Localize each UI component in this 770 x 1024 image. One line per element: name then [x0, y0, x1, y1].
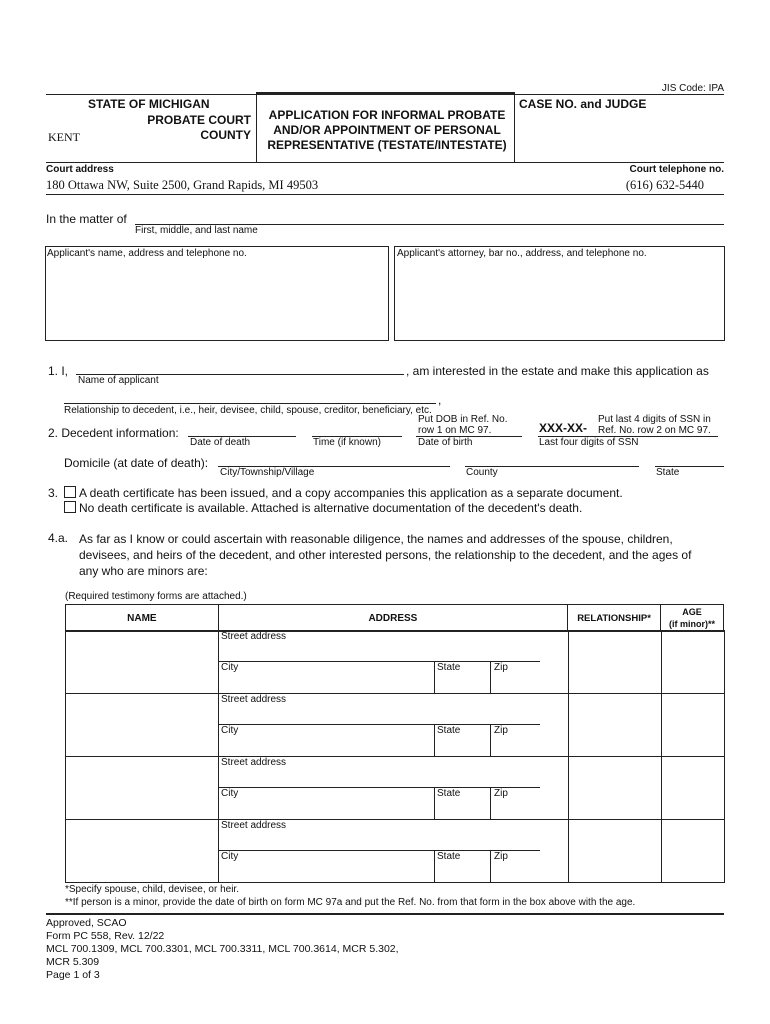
form-title	[260, 108, 514, 153]
person-age-cell[interactable]	[661, 630, 725, 694]
header-bottom-rule	[46, 162, 724, 163]
name-column-header: NAME	[66, 605, 219, 632]
ssn-caption: Last four digits of SSN	[539, 437, 639, 448]
domicile-state-caption: State	[656, 467, 680, 478]
domicile-label: Domicile (at date of death):	[64, 456, 209, 470]
time-caption: Time (if known)	[313, 437, 381, 448]
attorney-box[interactable]	[394, 246, 725, 341]
relationship-caption: Relationship to decedent, i.e., heir, devisee, child, spouse, creditor, beneficiary, etc.	[64, 405, 432, 416]
city-label: City	[221, 788, 239, 799]
age-header-line-1: AGE	[682, 607, 702, 617]
address-divider	[218, 787, 540, 788]
relationship-comma: ,	[438, 393, 442, 407]
state-label: State	[437, 788, 461, 799]
form-title-line-2: AND/OR APPOINTMENT OF PERSONAL	[273, 123, 501, 137]
title-top-rule	[256, 92, 515, 94]
person-relationship-cell[interactable]	[568, 819, 662, 883]
court-address-label: Court address	[46, 164, 114, 175]
no-death-certificate-checkbox[interactable]	[64, 501, 76, 513]
item4-text	[79, 531, 729, 579]
court-phone[interactable]: (616) 632-5440	[625, 178, 704, 192]
state-label: State	[437, 725, 461, 736]
no-death-certificate-option: No death certificate is available. Attached is alternative documentation of the decedent's death.	[79, 501, 583, 515]
domicile-county-caption: County	[466, 467, 498, 478]
title-right-rule	[514, 94, 515, 162]
applicant-box[interactable]	[45, 246, 389, 341]
dob-note-line-2: row 1 on MC 97.	[418, 425, 492, 436]
jis-code: JIS Code: IPA	[661, 83, 724, 94]
zip-divider	[490, 661, 491, 693]
case-number-label: CASE NO. and JUDGE	[519, 97, 647, 111]
footer-line-3: MCL 700.1309, MCL 700.3301, MCL 700.3311, MCL 700.3614, MCR 5.302,	[46, 943, 399, 955]
dob-note	[418, 414, 507, 436]
dob-note-line-1: Put DOB in Ref. No.	[418, 414, 508, 425]
footer-line-5: Page 1 of 3	[46, 969, 100, 981]
zip-divider	[490, 787, 491, 819]
street-address-label: Street address	[221, 757, 287, 768]
county-name[interactable]: KENT	[48, 130, 80, 144]
city-label: City	[221, 725, 239, 736]
attorney-box-label: Applicant's attorney, bar no., address, and telephone no.	[397, 248, 647, 259]
address-divider	[218, 850, 540, 851]
zip-label: Zip	[494, 662, 508, 673]
item4-line-3: any who are minors are:	[79, 564, 208, 578]
person-name-cell[interactable]	[65, 819, 219, 883]
person-relationship-cell[interactable]	[568, 693, 662, 757]
table-header-row	[66, 605, 724, 632]
item2-label: 2. Decedent information:	[48, 426, 179, 440]
zip-divider	[490, 724, 491, 756]
person-name-cell[interactable]	[65, 756, 219, 820]
ssn-note	[598, 414, 711, 436]
age-column-header	[661, 605, 724, 632]
matter-caption: First, middle, and last name	[135, 225, 258, 236]
age-header-line-2: (if minor)**	[669, 619, 716, 629]
death-certificate-option: A death certificate has been issued, and a copy accompanies this application as a separate document.	[79, 486, 623, 500]
death-certificate-checkbox[interactable]	[64, 486, 76, 498]
item1-prefix: 1. I,	[48, 364, 69, 378]
applicant-box-label: Applicant's name, address and telephone no.	[47, 248, 247, 259]
title-left-rule	[256, 94, 257, 162]
state-divider	[434, 724, 435, 756]
relationship-line[interactable]	[64, 403, 436, 404]
ssn-prefix: XXX-XX-	[539, 421, 588, 435]
zip-divider	[490, 850, 491, 882]
footer-line-2: Form PC 558, Rev. 12/22	[46, 930, 165, 942]
court-info-rule	[46, 194, 724, 195]
zip-label: Zip	[494, 788, 508, 799]
date-of-death-caption: Date of death	[190, 437, 251, 448]
item4-line-1: As far as I know or could ascertain with reasonable diligence, the names and addresses of the spouse, children,	[79, 532, 673, 546]
person-age-cell[interactable]	[661, 756, 725, 820]
header-top-rule	[46, 94, 724, 95]
person-age-cell[interactable]	[661, 693, 725, 757]
address-column-header: ADDRESS	[218, 605, 567, 632]
footer-line-4: MCR 5.309	[46, 956, 100, 968]
footnote-relationship: *Specify spouse, child, devisee, or heir.	[65, 884, 239, 895]
address-divider	[218, 661, 540, 662]
testimony-note: (Required testimony forms are attached.)	[65, 591, 247, 602]
domicile-city-caption: City/Township/Village	[220, 467, 315, 478]
address-divider	[218, 724, 540, 725]
state-divider	[434, 661, 435, 693]
person-relationship-cell[interactable]	[568, 630, 662, 694]
form-title-line-1: APPLICATION FOR INFORMAL PROBATE	[268, 108, 506, 122]
city-label: City	[221, 851, 239, 862]
footer-rule	[46, 913, 724, 915]
relationship-column-header: RELATIONSHIP*	[568, 605, 661, 632]
person-relationship-cell[interactable]	[568, 756, 662, 820]
state-divider	[434, 850, 435, 882]
state-name: STATE OF MICHIGAN	[88, 97, 210, 111]
city-label: City	[221, 662, 239, 673]
ssn-note-line-1: Put last 4 digits of SSN in	[598, 414, 711, 425]
interested-persons-table	[65, 604, 724, 632]
zip-label: Zip	[494, 851, 508, 862]
date-of-birth-caption: Date of birth	[418, 437, 473, 448]
state-divider	[434, 787, 435, 819]
person-age-cell[interactable]	[661, 819, 725, 883]
ssn-note-line-2: Ref. No. row 2 on MC 97.	[598, 425, 711, 436]
footnote-age: **If person is a minor, provide the date of birth on form MC 97a and put the Ref. No. from that form in the box above with the age.	[65, 897, 636, 908]
person-name-cell[interactable]	[65, 630, 219, 694]
matter-label: In the matter of	[46, 212, 127, 226]
street-address-label: Street address	[221, 694, 287, 705]
zip-label: Zip	[494, 725, 508, 736]
item4-line-2: devisees, and heirs of the decedent, and other interested persons, the relationship to the decedent, and the ages of	[79, 548, 692, 562]
street-address-label: Street address	[221, 631, 287, 642]
state-label: State	[437, 662, 461, 673]
state-label: State	[437, 851, 461, 862]
court-name: PROBATE COURT	[147, 113, 251, 127]
court-phone-label: Court telephone no.	[629, 164, 724, 175]
item1-suffix: , am interested in the estate and make this application as	[406, 364, 709, 378]
item4-number: 4.a.	[48, 531, 69, 545]
form-title-line-3: REPRESENTATIVE (TESTATE/INTESTATE)	[267, 138, 507, 152]
applicant-name-caption: Name of applicant	[78, 375, 159, 386]
footer-line-1: Approved, SCAO	[46, 917, 127, 929]
person-name-cell[interactable]	[65, 693, 219, 757]
street-address-label: Street address	[221, 820, 287, 831]
item3-number: 3.	[48, 486, 59, 500]
court-address[interactable]: 180 Ottawa NW, Suite 2500, Grand Rapids, MI 49503	[46, 178, 319, 192]
county-label: COUNTY	[200, 128, 251, 142]
form-footer	[46, 917, 399, 982]
